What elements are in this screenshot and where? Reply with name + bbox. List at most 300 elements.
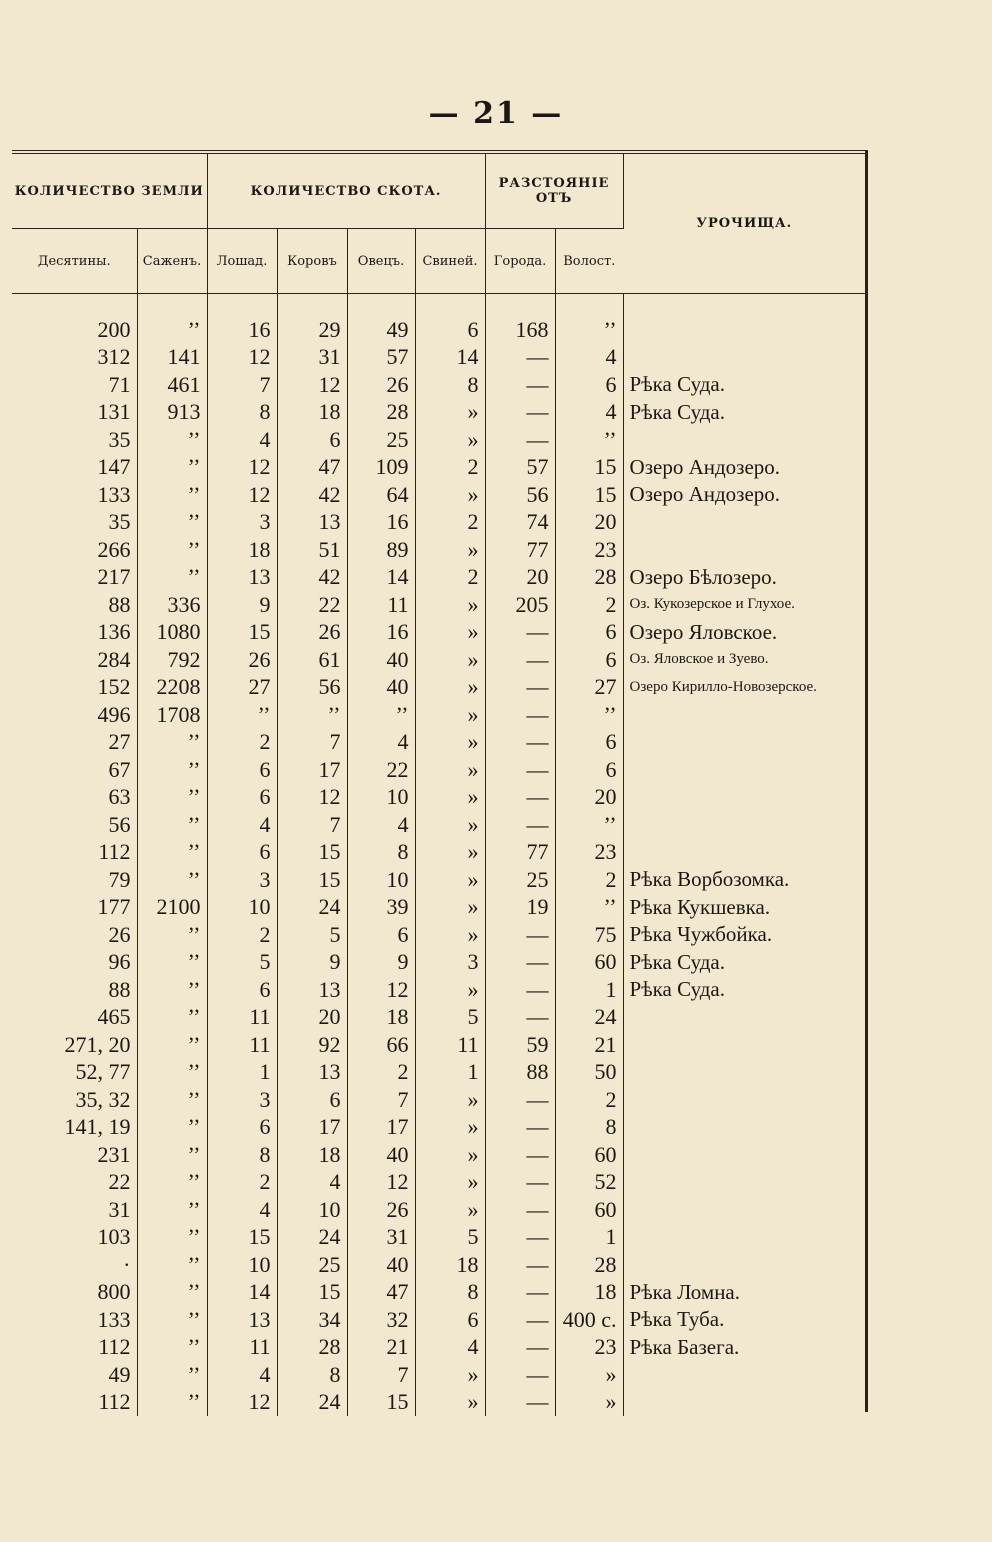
table-row [12, 921, 865, 949]
cell-cows: 6 [277, 426, 347, 454]
table-row [12, 756, 865, 784]
cell-volost: 21 [555, 1031, 623, 1059]
cell-pigs: 6 [415, 1306, 485, 1334]
cell-cows: 17 [277, 756, 347, 784]
cell-sheep: 16 [347, 509, 415, 537]
cell-cows: 24 [277, 1224, 347, 1252]
cell-sazhen: 141 [137, 344, 207, 372]
cell-sazhen: ’’ [137, 976, 207, 1004]
cell-cows: 51 [277, 536, 347, 564]
cell-volost: 52 [555, 1169, 623, 1197]
table-row [12, 399, 865, 427]
table-row [12, 674, 865, 702]
cell-sazhen: ’’ [137, 1361, 207, 1389]
cell-sazhen: ’’ [137, 426, 207, 454]
table-row [12, 481, 865, 509]
cell-place [623, 1086, 865, 1114]
cell-town: — [485, 976, 555, 1004]
cell-sazhen: 2208 [137, 674, 207, 702]
cell-place [623, 1031, 865, 1059]
cell-town: — [485, 371, 555, 399]
cell-cows: 20 [277, 1004, 347, 1032]
cell-town: — [485, 729, 555, 757]
cell-desyatiny: 26 [12, 921, 137, 949]
cell-desyatiny: 200 [12, 294, 137, 344]
cell-sazhen: ’’ [137, 921, 207, 949]
cell-desyatiny: · [12, 1251, 137, 1279]
cell-desyatiny: 112 [12, 839, 137, 867]
cell-sazhen: ’’ [137, 1141, 207, 1169]
header-volost: Волост. [555, 229, 623, 294]
cell-cows: 9 [277, 949, 347, 977]
cell-desyatiny: 133 [12, 1306, 137, 1334]
cell-town: — [485, 1251, 555, 1279]
cell-town: 20 [485, 564, 555, 592]
statistics-table-wrap [12, 150, 865, 1416]
cell-horses: 10 [207, 894, 277, 922]
cell-town: 56 [485, 481, 555, 509]
cell-volost: 27 [555, 674, 623, 702]
header-distance: РАЗСТОЯНІЕ ОТЪ [485, 152, 623, 229]
cell-place: Озеро Кирилло-Новозерское. [629, 678, 817, 695]
cell-town: — [485, 1334, 555, 1362]
cell-cows: 13 [277, 509, 347, 537]
cell-cows: 31 [277, 344, 347, 372]
cell-sazhen: 913 [137, 399, 207, 427]
cell-place [623, 344, 865, 372]
cell-desyatiny: 49 [12, 1361, 137, 1389]
cell-volost: 15 [555, 454, 623, 482]
cell-sheep: 40 [347, 646, 415, 674]
cell-cows: 18 [277, 1141, 347, 1169]
cell-sheep: 12 [347, 1169, 415, 1197]
cell-sazhen: ’’ [137, 1114, 207, 1142]
cell-sheep: 47 [347, 1279, 415, 1307]
cell-horses: 18 [207, 536, 277, 564]
cell-horses: 5 [207, 949, 277, 977]
cell-town: 205 [485, 591, 555, 619]
cell-sazhen: ’’ [137, 294, 207, 344]
cell-sheep: 16 [347, 619, 415, 647]
cell-pigs: 18 [415, 1251, 485, 1279]
cell-volost: 28 [555, 564, 623, 592]
cell-town: 88 [485, 1059, 555, 1087]
cell-sazhen: ’’ [137, 481, 207, 509]
cell-sazhen: ’’ [137, 1004, 207, 1032]
cell-horses: 4 [207, 426, 277, 454]
cell-cows: 7 [277, 729, 347, 757]
cell-place: Озеро Бѣлозеро. [629, 564, 777, 589]
cell-town: — [485, 1389, 555, 1417]
cell-cows: 92 [277, 1031, 347, 1059]
table-row [12, 1059, 865, 1087]
cell-sheep: 10 [347, 784, 415, 812]
cell-place: Рѣка Суда. [629, 372, 726, 397]
cell-town: — [485, 701, 555, 729]
cell-sazhen: ’’ [137, 1196, 207, 1224]
cell-sazhen: ’’ [137, 1389, 207, 1417]
cell-desyatiny: 67 [12, 756, 137, 784]
table-row [12, 1251, 865, 1279]
cell-sazhen: ’’ [137, 1169, 207, 1197]
table-row [12, 894, 865, 922]
cell-town: — [485, 399, 555, 427]
cell-cows: 4 [277, 1169, 347, 1197]
cell-horses: 15 [207, 619, 277, 647]
cell-volost: 4 [555, 399, 623, 427]
cell-place [623, 729, 865, 757]
cell-horses: 8 [207, 399, 277, 427]
cell-place: Рѣка Ворбозомка. [629, 867, 790, 892]
cell-pigs: » [415, 1169, 485, 1197]
cell-horses: 11 [207, 1031, 277, 1059]
cell-town: 57 [485, 454, 555, 482]
cell-horses: 11 [207, 1004, 277, 1032]
cell-place [623, 1114, 865, 1142]
cell-sazhen: ’’ [137, 1251, 207, 1279]
cell-sheep: 6 [347, 921, 415, 949]
cell-place: Рѣка Суда. [629, 399, 726, 424]
cell-horses: 4 [207, 1361, 277, 1389]
cell-sazhen: ’’ [137, 454, 207, 482]
cell-place: Озеро Андозеро. [629, 482, 781, 507]
cell-town: 59 [485, 1031, 555, 1059]
cell-sheep: 9 [347, 949, 415, 977]
cell-horses: 6 [207, 784, 277, 812]
cell-cows: 29 [277, 294, 347, 344]
cell-town: — [485, 921, 555, 949]
cell-place [623, 509, 865, 537]
cell-pigs: » [415, 1086, 485, 1114]
cell-place [623, 701, 865, 729]
cell-town: 19 [485, 894, 555, 922]
table-header [12, 152, 865, 294]
cell-pigs: » [415, 921, 485, 949]
cell-pigs: » [415, 866, 485, 894]
cell-sazhen: ’’ [137, 564, 207, 592]
cell-sheep: 64 [347, 481, 415, 509]
cell-pigs: 2 [415, 509, 485, 537]
cell-sazhen: ’’ [137, 1334, 207, 1362]
table-row [12, 564, 865, 592]
cell-sazhen: ’’ [137, 1306, 207, 1334]
cell-horses: 8 [207, 1141, 277, 1169]
cell-horses: 6 [207, 976, 277, 1004]
cell-pigs: 8 [415, 1279, 485, 1307]
table-row [12, 811, 865, 839]
cell-sheep: 66 [347, 1031, 415, 1059]
cell-pigs: 3 [415, 949, 485, 977]
cell-sazhen: ’’ [137, 949, 207, 977]
cell-cows: 15 [277, 1279, 347, 1307]
cell-pigs: » [415, 1141, 485, 1169]
cell-sazhen: 461 [137, 371, 207, 399]
cell-volost: 1 [555, 1224, 623, 1252]
cell-cows: 61 [277, 646, 347, 674]
cell-sheep: 49 [347, 294, 415, 344]
cell-volost: ’’ [555, 701, 623, 729]
cell-cows: 28 [277, 1334, 347, 1362]
cell-pigs: » [415, 1361, 485, 1389]
cell-sheep: 4 [347, 811, 415, 839]
cell-cows: 12 [277, 371, 347, 399]
cell-sheep: 40 [347, 1251, 415, 1279]
header-desyatiny: Десятины. [12, 229, 137, 294]
cell-sazhen: 1080 [137, 619, 207, 647]
cell-volost: 60 [555, 1196, 623, 1224]
cell-place [623, 294, 865, 344]
cell-horses: 6 [207, 839, 277, 867]
cell-sazhen: 2100 [137, 894, 207, 922]
cell-town: — [485, 646, 555, 674]
cell-pigs: » [415, 426, 485, 454]
table-row [12, 1114, 865, 1142]
cell-cows: 15 [277, 839, 347, 867]
cell-horses: 12 [207, 1389, 277, 1417]
cell-town: — [485, 1306, 555, 1334]
cell-volost: » [555, 1389, 623, 1417]
cell-desyatiny: 141, 19 [12, 1114, 137, 1142]
cell-place [623, 1389, 865, 1417]
cell-place [623, 839, 865, 867]
cell-place [623, 1196, 865, 1224]
header-place: УРОЧИЩА. [623, 152, 865, 294]
cell-pigs: » [415, 646, 485, 674]
cell-sheep: 39 [347, 894, 415, 922]
cell-place: Рѣка Суда. [629, 977, 726, 1002]
cell-town: — [485, 949, 555, 977]
cell-horses: 12 [207, 344, 277, 372]
cell-place: Оз. Кукозерское и Глухое. [629, 596, 795, 613]
cell-desyatiny: 35, 32 [12, 1086, 137, 1114]
cell-volost: 50 [555, 1059, 623, 1087]
cell-horses: 12 [207, 481, 277, 509]
cell-cows: 56 [277, 674, 347, 702]
page-number: — 21 — [428, 96, 564, 131]
cell-desyatiny: 284 [12, 646, 137, 674]
cell-volost: » [555, 1361, 623, 1389]
cell-town: 168 [485, 294, 555, 344]
cell-volost: 23 [555, 839, 623, 867]
cell-desyatiny: 147 [12, 454, 137, 482]
table-row [12, 866, 865, 894]
cell-town: — [485, 619, 555, 647]
cell-pigs: 11 [415, 1031, 485, 1059]
cell-desyatiny: 79 [12, 866, 137, 894]
cell-pigs: 1 [415, 1059, 485, 1087]
cell-volost: ’’ [555, 894, 623, 922]
table-row [12, 839, 865, 867]
cell-horses: 12 [207, 454, 277, 482]
cell-desyatiny: 31 [12, 1196, 137, 1224]
header-horses: Лошад. [207, 229, 277, 294]
cell-desyatiny: 152 [12, 674, 137, 702]
cell-place: Рѣка Суда. [629, 949, 726, 974]
table-row [12, 294, 865, 344]
cell-place: Оз. Яловское и Зуево. [629, 651, 769, 668]
table-row [12, 1224, 865, 1252]
cell-sazhen: ’’ [137, 756, 207, 784]
cell-sheep: 40 [347, 1141, 415, 1169]
cell-pigs: » [415, 701, 485, 729]
cell-desyatiny: 71 [12, 371, 137, 399]
cell-town: — [485, 1114, 555, 1142]
cell-horses: 2 [207, 1169, 277, 1197]
cell-volost: 23 [555, 1334, 623, 1362]
cell-desyatiny: 131 [12, 399, 137, 427]
cell-sheep: 11 [347, 591, 415, 619]
cell-volost: 75 [555, 921, 623, 949]
cell-town: — [485, 784, 555, 812]
cell-desyatiny: 271, 20 [12, 1031, 137, 1059]
table-row [12, 1031, 865, 1059]
header-cows: Коровъ [277, 229, 347, 294]
cell-town: — [485, 1279, 555, 1307]
cell-sheep: 22 [347, 756, 415, 784]
cell-place [623, 1224, 865, 1252]
cell-sheep: 57 [347, 344, 415, 372]
cell-cows: 24 [277, 894, 347, 922]
cell-pigs: » [415, 729, 485, 757]
header-pigs: Свиней. [415, 229, 485, 294]
cell-pigs: 8 [415, 371, 485, 399]
cell-horses: 9 [207, 591, 277, 619]
table-row [12, 646, 865, 674]
cell-desyatiny: 496 [12, 701, 137, 729]
cell-town: — [485, 1086, 555, 1114]
header-sheep: Овецъ. [347, 229, 415, 294]
cell-pigs: » [415, 1196, 485, 1224]
cell-place [623, 784, 865, 812]
cell-desyatiny: 63 [12, 784, 137, 812]
cell-town: 77 [485, 536, 555, 564]
cell-volost: 28 [555, 1251, 623, 1279]
cell-sheep: 2 [347, 1059, 415, 1087]
cell-place: Озеро Яловское. [629, 619, 778, 644]
cell-horses: 15 [207, 1224, 277, 1252]
header-town: Города. [485, 229, 555, 294]
cell-sazhen: ’’ [137, 866, 207, 894]
table-row [12, 344, 865, 372]
cell-sazhen: 792 [137, 646, 207, 674]
cell-desyatiny: 35 [12, 426, 137, 454]
cell-horses: ’’ [207, 701, 277, 729]
cell-sheep: 25 [347, 426, 415, 454]
cell-sazhen: ’’ [137, 784, 207, 812]
cell-cows: 26 [277, 619, 347, 647]
cell-sheep: 21 [347, 1334, 415, 1362]
cell-horses: 27 [207, 674, 277, 702]
cell-sheep: ’’ [347, 701, 415, 729]
cell-sazhen: ’’ [137, 1279, 207, 1307]
table-row [12, 1389, 865, 1417]
cell-horses: 11 [207, 1334, 277, 1362]
table-row [12, 591, 865, 619]
cell-town: — [485, 426, 555, 454]
cell-cows: ’’ [277, 701, 347, 729]
table-body [12, 294, 865, 1417]
cell-sazhen: ’’ [137, 811, 207, 839]
cell-volost: 60 [555, 949, 623, 977]
cell-sheep: 32 [347, 1306, 415, 1334]
table-row [12, 701, 865, 729]
cell-sheep: 18 [347, 1004, 415, 1032]
cell-cows: 12 [277, 784, 347, 812]
table-row [12, 1361, 865, 1389]
table-row [12, 1196, 865, 1224]
cell-town: 77 [485, 839, 555, 867]
cell-place [623, 1004, 865, 1032]
cell-sazhen: ’’ [137, 729, 207, 757]
cell-cows: 34 [277, 1306, 347, 1334]
cell-horses: 6 [207, 1114, 277, 1142]
cell-place: Рѣка Туба. [629, 1307, 725, 1332]
cell-horses: 10 [207, 1251, 277, 1279]
cell-pigs: » [415, 399, 485, 427]
cell-sazhen: ’’ [137, 1059, 207, 1087]
cell-pigs: » [415, 536, 485, 564]
cell-pigs: » [415, 894, 485, 922]
cell-place [623, 536, 865, 564]
cell-sheep: 28 [347, 399, 415, 427]
cell-place [623, 426, 865, 454]
right-border-rule [865, 150, 868, 1412]
cell-horses: 3 [207, 866, 277, 894]
table-row [12, 509, 865, 537]
cell-volost: 18 [555, 1279, 623, 1307]
cell-horses: 13 [207, 1306, 277, 1334]
cell-horses: 4 [207, 1196, 277, 1224]
cell-town: 74 [485, 509, 555, 537]
cell-sazhen: ’’ [137, 839, 207, 867]
cell-place [623, 1141, 865, 1169]
cell-sazhen: ’’ [137, 509, 207, 537]
cell-volost: 2 [555, 1086, 623, 1114]
cell-sheep: 8 [347, 839, 415, 867]
cell-pigs: » [415, 756, 485, 784]
cell-desyatiny: 88 [12, 591, 137, 619]
table-row [12, 1141, 865, 1169]
table-row [12, 426, 865, 454]
cell-pigs: 4 [415, 1334, 485, 1362]
cell-volost: 6 [555, 371, 623, 399]
cell-town: 25 [485, 866, 555, 894]
cell-desyatiny: 112 [12, 1389, 137, 1417]
cell-desyatiny: 465 [12, 1004, 137, 1032]
cell-volost: 6 [555, 729, 623, 757]
cell-town: — [485, 1141, 555, 1169]
header-land: КОЛИЧЕСТВО ЗЕМЛИ [12, 152, 207, 229]
cell-horses: 1 [207, 1059, 277, 1087]
cell-desyatiny: 800 [12, 1279, 137, 1307]
cell-volost: 6 [555, 646, 623, 674]
cell-place [623, 756, 865, 784]
cell-pigs: 2 [415, 454, 485, 482]
cell-town: — [485, 811, 555, 839]
cell-sazhen: ’’ [137, 1031, 207, 1059]
cell-pigs: » [415, 674, 485, 702]
cell-place: Рѣка Кукшевка. [629, 894, 771, 919]
cell-cows: 7 [277, 811, 347, 839]
cell-cows: 42 [277, 564, 347, 592]
cell-place [623, 1059, 865, 1087]
table-row [12, 729, 865, 757]
cell-town: — [485, 756, 555, 784]
table-row [12, 1169, 865, 1197]
cell-sazhen: ’’ [137, 1224, 207, 1252]
cell-town: — [485, 344, 555, 372]
cell-desyatiny: 88 [12, 976, 137, 1004]
